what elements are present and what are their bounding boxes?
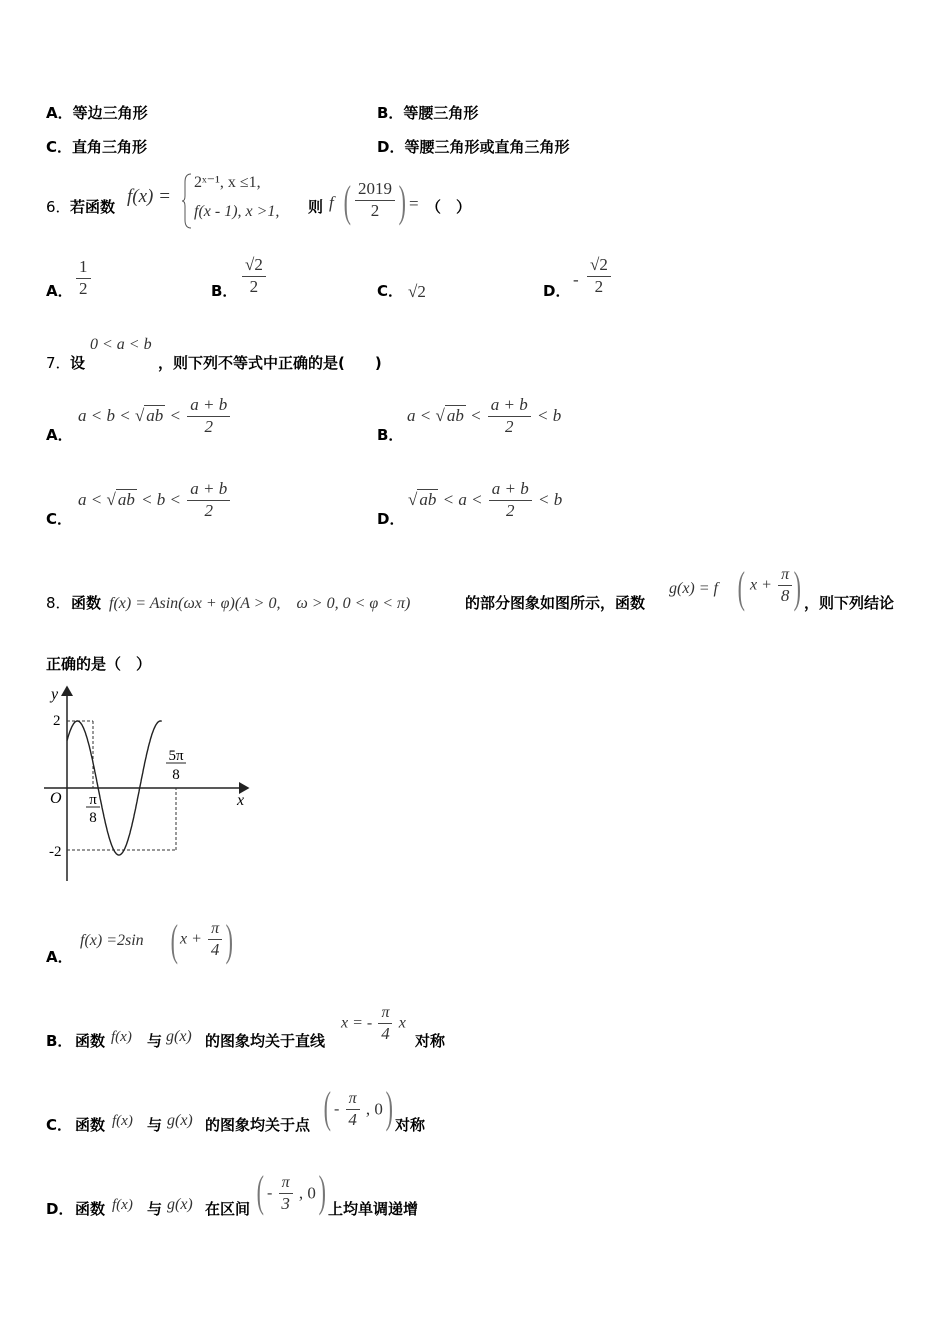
q6-f: f: [329, 193, 334, 212]
q7-lead: 设: [70, 354, 86, 372]
tick-pi8-num: π: [89, 792, 97, 808]
q8-option-c-paren-right: ): [385, 1083, 393, 1132]
q8-option-d-label[interactable]: D．: [46, 1200, 74, 1218]
q6-equals: =: [409, 194, 419, 213]
q6-case2: f(x - 1), x >1,: [194, 203, 280, 220]
q8-option-b-text4[interactable]: 对称: [415, 1032, 446, 1050]
q7-option-b-label[interactable]: B．: [377, 426, 404, 444]
q5-option-d[interactable]: D．等腰三角形或直角三角形: [377, 138, 570, 156]
q6-option-a-label[interactable]: A．: [46, 282, 73, 300]
q8-g-arg: x + $\frac{\pi}{8}$: [750, 566, 794, 605]
q8-option-c-paren-left: (: [323, 1083, 331, 1132]
q8-mid: 的部分图象如图所示，函数: [465, 594, 646, 612]
q8-option-c-text1[interactable]: 函数: [75, 1116, 106, 1134]
q6-option-d-label[interactable]: D．: [543, 282, 571, 300]
q8-option-d-fx[interactable]: f(x): [112, 1197, 133, 1213]
q8-g-paren-right: ): [793, 563, 801, 612]
x-axis-label: x: [237, 792, 245, 809]
q6-fx: f(x) =: [127, 186, 171, 207]
q6-option-b-label[interactable]: B．: [211, 282, 238, 300]
q6-option-c-value[interactable]: √2: [408, 282, 426, 301]
q6-paren-left: (: [343, 177, 351, 226]
q6-answer-paren: （ ）: [426, 198, 472, 216]
q8-option-b-text2[interactable]: 与: [147, 1032, 163, 1050]
y-axis-label: y: [51, 686, 59, 703]
q6-then: 则: [308, 198, 324, 216]
q8-option-a-expr[interactable]: f(x) =2sin: [80, 932, 144, 949]
q7-number: 7．: [46, 354, 71, 372]
q8-option-b-gx[interactable]: g(x): [166, 1028, 192, 1045]
q8-option-d-paren-right: ): [318, 1167, 326, 1216]
origin-label: O: [50, 790, 62, 807]
q8-option-b-line[interactable]: x = - $\frac{\pi}{4}$ x: [341, 1004, 406, 1043]
q8-option-b-text3[interactable]: 的图象均关于直线: [205, 1032, 326, 1050]
q8-option-d-text4[interactable]: 上均单调递增: [328, 1200, 419, 1218]
q8-option-a-paren-right: ): [225, 916, 233, 965]
tick-pi8-den: 8: [89, 810, 97, 826]
q6-lead: 若函数: [70, 198, 116, 216]
q8-number: 8．: [46, 594, 71, 612]
tick-5pi8-den: 8: [172, 767, 180, 783]
q7-option-b-expr[interactable]: a < √ ab < $\frac{a + b}{2}$ < b: [407, 395, 562, 436]
q8-option-b-text1[interactable]: 函数: [75, 1032, 106, 1050]
q7-option-c-label[interactable]: C．: [46, 510, 73, 528]
q8-option-c-text3[interactable]: 的图象均关于点: [205, 1116, 311, 1134]
q8-option-d-text3[interactable]: 在区间: [205, 1200, 251, 1218]
q5-option-b[interactable]: B．等腰三角形: [377, 104, 479, 122]
q6-option-d-value[interactable]: $\frac{√2}{2}$: [585, 256, 613, 296]
q6-case1: 2ˣ⁻¹, x ≤1,: [194, 174, 261, 191]
q6-option-d-sign[interactable]: -: [573, 270, 579, 289]
q6-brace: [181, 172, 193, 230]
q6-paren-right: ): [398, 177, 406, 226]
q8-g-paren-left: (: [737, 563, 745, 612]
q6-number: 6．: [46, 198, 71, 216]
y-min-label: -2: [49, 844, 62, 860]
tick-5pi8-num: 5π: [168, 748, 184, 764]
q8-line2: 正确的是（ ）: [46, 655, 152, 673]
q7-option-a-expr[interactable]: a < b < √ ab < $\frac{a + b}{2}$: [78, 396, 232, 436]
q8-function: f(x) = Asin(ωx + φ)(A > 0, ω > 0, 0 < φ < π): [109, 595, 411, 612]
q8-option-b-fx[interactable]: f(x): [111, 1029, 132, 1045]
q7-option-d-expr[interactable]: √ ab < a < $\frac{a + b}{2}$ < b: [408, 479, 563, 520]
y-max-label: 2: [53, 713, 61, 729]
q8-g-def: g(x) = f: [669, 580, 718, 597]
q6-arg: $\frac{2019}{2}$: [353, 180, 397, 220]
q8-option-d-text2[interactable]: 与: [147, 1200, 163, 1218]
q7-condition: 0 < a < b: [90, 336, 152, 353]
q8-lead: 函数: [71, 594, 102, 612]
q8-option-d-interval[interactable]: - $\frac{\pi}{3}$ , 0: [267, 1174, 316, 1213]
q6-option-c-label[interactable]: C．: [377, 282, 404, 300]
q8-option-c-gx[interactable]: g(x): [167, 1112, 193, 1129]
q7-option-a-label[interactable]: A．: [46, 426, 73, 444]
q7-option-c-expr[interactable]: a < √ ab < b < $\frac{a + b}{2}$: [78, 480, 232, 520]
q8-option-c-fx[interactable]: f(x): [112, 1113, 133, 1129]
q8-tail: ，则下列结论: [804, 594, 895, 612]
q8-option-d-text1[interactable]: 函数: [75, 1200, 106, 1218]
q8-option-c-text4[interactable]: 对称: [395, 1116, 426, 1134]
q5-option-c[interactable]: C．直角三角形: [46, 138, 148, 156]
q8-option-d-paren-left: (: [256, 1167, 264, 1216]
q8-option-a-arg: x + $\frac{\pi}{4}$: [180, 920, 224, 959]
q7-tail: ，则下列不等式中正确的是( ): [158, 354, 382, 372]
q8-option-c-text2[interactable]: 与: [147, 1116, 163, 1134]
q6-option-a-value[interactable]: $\frac{1}{2}$: [74, 258, 93, 298]
q8-graph: [40, 682, 260, 887]
q8-option-c-point[interactable]: - $\frac{\pi}{4}$ , 0: [334, 1090, 383, 1129]
q6-option-b-value[interactable]: $\frac{√2}{2}$: [240, 256, 268, 296]
q5-option-a[interactable]: A．等边三角形: [46, 104, 148, 122]
q8-option-d-gx[interactable]: g(x): [167, 1196, 193, 1213]
q8-option-a-label[interactable]: A．: [46, 948, 73, 966]
q7-option-d-label[interactable]: D．: [377, 510, 405, 528]
q8-option-a-paren-left: (: [170, 916, 178, 965]
q8-option-c-label[interactable]: C．: [46, 1116, 73, 1134]
q8-option-b-label[interactable]: B．: [46, 1032, 73, 1050]
